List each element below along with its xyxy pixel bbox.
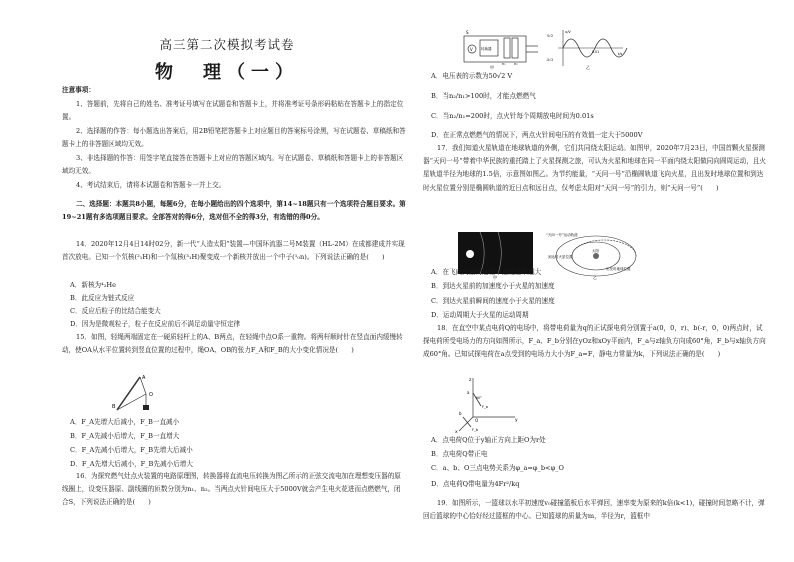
question-16-option-b: B．当n₂/n₁>100时，才能点燃燃气	[431, 92, 536, 100]
notice-item: 4、考试结束后，请将本试题卷和答题卡一并上交。	[76, 181, 226, 189]
question-15-stem: 15．如图，轻绳两端固定在一硬质轻杆上的A、B两点，在轻绳中点O系一重物。将两杆顺时针在竖直面内缓慢转动，使OA从水平位置转到竖直位置的过程中，绳OA、OB的张力F_A和F_B的大小变化情况是( )	[62, 333, 403, 355]
figure-label-jia: 甲	[490, 65, 494, 70]
earth-depart-label: 出发时地球位置	[606, 267, 631, 271]
question-14-stem: 14．2020年12月4日14时02分，新一代“人造太阳”装置—中国环流器二号M装置（HL-2M）在成都建成并实现首次放电。已知一个氘核(²₁H)和一个氚核(³₁H)聚变成一个新核并放出一个中子(¹₀n)。下列说法正确的是( )	[62, 240, 405, 262]
angle-label: 60°	[476, 396, 482, 400]
sun-label: 太阳	[592, 249, 599, 253]
point-a-label: a	[467, 390, 470, 395]
sun-symbol	[593, 253, 599, 259]
figure-label-yi: 乙	[586, 65, 590, 70]
question-18-option-b: B．点电荷Q带正电	[431, 450, 488, 458]
t-tick-label: 0.01	[592, 50, 600, 54]
question-15-option-b: B．F_A先减小后增大，F_B一直增大	[70, 432, 180, 440]
switch-label: S	[466, 30, 469, 35]
figure-label-jia: 甲	[493, 275, 497, 280]
question-17-option-a: A．在飞向火星的过程中速度越来越大	[431, 268, 542, 276]
point-o-label: O	[149, 392, 153, 398]
question-16-option-d: D．在正常点燃燃气的情况下，两点火针间电压的有效值一定大于5000V	[431, 131, 643, 139]
question-14-option-b: B．此反应为链式反应	[70, 294, 135, 302]
rod-line	[117, 377, 140, 410]
question-14-option-c: C．反应后粒子的比结合能变大	[70, 307, 161, 315]
point-b-label: B	[112, 404, 116, 410]
question-17-option-d: D．运动周期大于火星的运动周期	[431, 311, 529, 319]
point-b-label: b	[459, 411, 462, 416]
subject-title: 物 理（一）	[155, 62, 299, 83]
question-17-option-c: C．到达火星前瞬间的速度小于火星的速度	[431, 297, 555, 305]
question-16-option-a: A．电压表的示数为50√2 V	[431, 72, 513, 80]
u-axis-label: u/V	[565, 30, 571, 34]
notice-item: 1、答题前，先将自己的姓名、准考证号填写在试题卷和答题卡上，并将准考证号条形码粘贴在答题卡上的指定位置。	[62, 100, 404, 122]
rope-ob	[117, 394, 146, 410]
converter-label: 转换器	[481, 47, 492, 51]
notice-heading: 注意事项：	[62, 86, 95, 94]
question-18-figure	[453, 375, 523, 435]
question-16-figure	[458, 28, 628, 70]
n1-label: n₁	[502, 62, 506, 66]
fb-label: F_b	[472, 428, 478, 432]
z-axis-label: z	[469, 378, 472, 383]
point-a-label: A	[142, 375, 146, 381]
left-column	[62, 0, 432, 562]
question-17-option-b: B．到达火星前的加速度小于火星的加速度	[431, 282, 555, 290]
question-18-option-a: A．点电荷Q位于y轴正方向上距O为r处	[431, 436, 546, 444]
exam-title: 高三第二次模拟考试卷	[159, 37, 295, 52]
question-16-stem: 16．为探究燃气灶点火装置的电路原理图，转换器将直流电压转换为图乙所示的正弦交流电加在理想变压器的原线圈上，设变压器原、副线圈的匝数分别为n₁、n₂。当两点火针间电压大于5000V就会产生电火花进而点燃燃气，闭合S，下列说法正确的是( )	[62, 472, 401, 507]
weight-block	[143, 405, 149, 410]
y-axis-label: y	[515, 418, 518, 423]
x-axis	[459, 417, 473, 431]
question-14-option-d: D．因为是微观粒子，粒子在反应前后不满足动量守恒定律	[70, 320, 241, 328]
x-axis-label: x	[455, 430, 458, 435]
figure-label-yi: 乙	[593, 275, 597, 280]
notice-item: 2、选择题的作答：每小题选出答案后，用2B铅笔把答题卡上对应题目的答案标号涂黑，写在试题卷、草稿纸和答题卡上的非答题区域均无效。	[62, 127, 406, 149]
question-19-stem: 19．如图所示，一篮球以水平初速度v₀碰撞篮板后水平弹回，速率变为原来的k倍(k<1)，碰撞时间忽略不计，弹回后篮球的中心恰好经过篮框的中心。已知篮球的质量为m，半径为r，篮框中	[423, 499, 765, 521]
question-14-option-a: A．新核为⁴₂He	[70, 281, 117, 289]
n2-label: n₂	[514, 62, 518, 66]
t-axis-label: t/s	[618, 52, 623, 56]
question-18-option-c: C．a、b、O三点电势关系为φ_a=φ_b<φ_O	[431, 464, 564, 472]
voltmeter-label: V	[470, 47, 473, 52]
question-15-option-d: D．F_A先增大后减小，F_B先减小后增大	[70, 460, 193, 468]
question-15-option-a: A．F_A先增大后减小，F_B一直减小	[70, 418, 180, 426]
transformer-secondary	[512, 38, 518, 58]
question-18-option-d: D．点电荷Q带电量为4Fr²/kq	[431, 480, 520, 488]
mars-arrive-label: 到达时火星位置	[548, 255, 573, 259]
photo-planet	[466, 250, 474, 258]
peak-negative-label: -5√2	[546, 58, 554, 62]
right-column	[423, 0, 793, 562]
question-18-stem: 18．在直空中某点电荷Q的电场中，将带电荷量为q的正试探电荷分别置于a(0，0，r)、b(-r，0，0)两点时，试探电荷所受电场力的方向如图所示，F_a、F_b分别在yOz和xOy平面内，F_a与z轴负方向成60°角，F_b与x轴负方向成60°角。已知试探电荷在a点受到的电场力大小为F_a=F，静电力常量为k，下列说法正确的是( )	[423, 324, 766, 359]
question-16-option-c: C．当n₂/n₁=200时，点火针每个周期放电时间为0.01s	[431, 112, 594, 120]
transfer-orbit	[572, 240, 636, 256]
fa-label: F_a	[482, 405, 488, 409]
section-intro: 二、选择题：本题共8小题，每题6分，在每小题给出的四个选项中，第14~18题只有一个选项符合题目要求。第19~21题有多选项题目要求。全部答对的得6分，选对但不全的得3分，有选错的得0分。	[62, 200, 406, 222]
origin-label: O	[475, 418, 479, 423]
question-15-option-c: C．F_A先减小后增大，F_B先增大后减小	[70, 446, 193, 454]
peak-positive-label: 5√2	[547, 34, 554, 38]
question-15-figure	[112, 372, 182, 417]
question-17-stem: 17．我们知道火星轨道在地球轨道的外侧，它们共同绕太阳运动。如图甲，2020年7月23日，中国首颗火星探测器“天问一号”带着中华民族的重托踏上了火星探测之旅，可认为火星和地球在同一平面内绕太阳做同向圆周运动，且火星轨道半径为地球的1.5倍，示意图如图乙。为节约能量，“天问一号”沿椭圆轨道飞向火星，且出发时地球位置和到达时火星位置分别是椭圆轨道的近日点和远日点，仅考虑太阳对“天问一号”的引力，则“天问一号”( )	[423, 144, 767, 192]
transformer-primary	[504, 38, 510, 58]
notice-item: 3、非选择题的作答：用签字笔直接答在答题卡上对应的答题区域内。写在试题卷、草稿纸和答题卡上的非答题区域均无效。	[62, 154, 404, 176]
orbit-label: “天问一号”运动轨道	[546, 233, 578, 237]
